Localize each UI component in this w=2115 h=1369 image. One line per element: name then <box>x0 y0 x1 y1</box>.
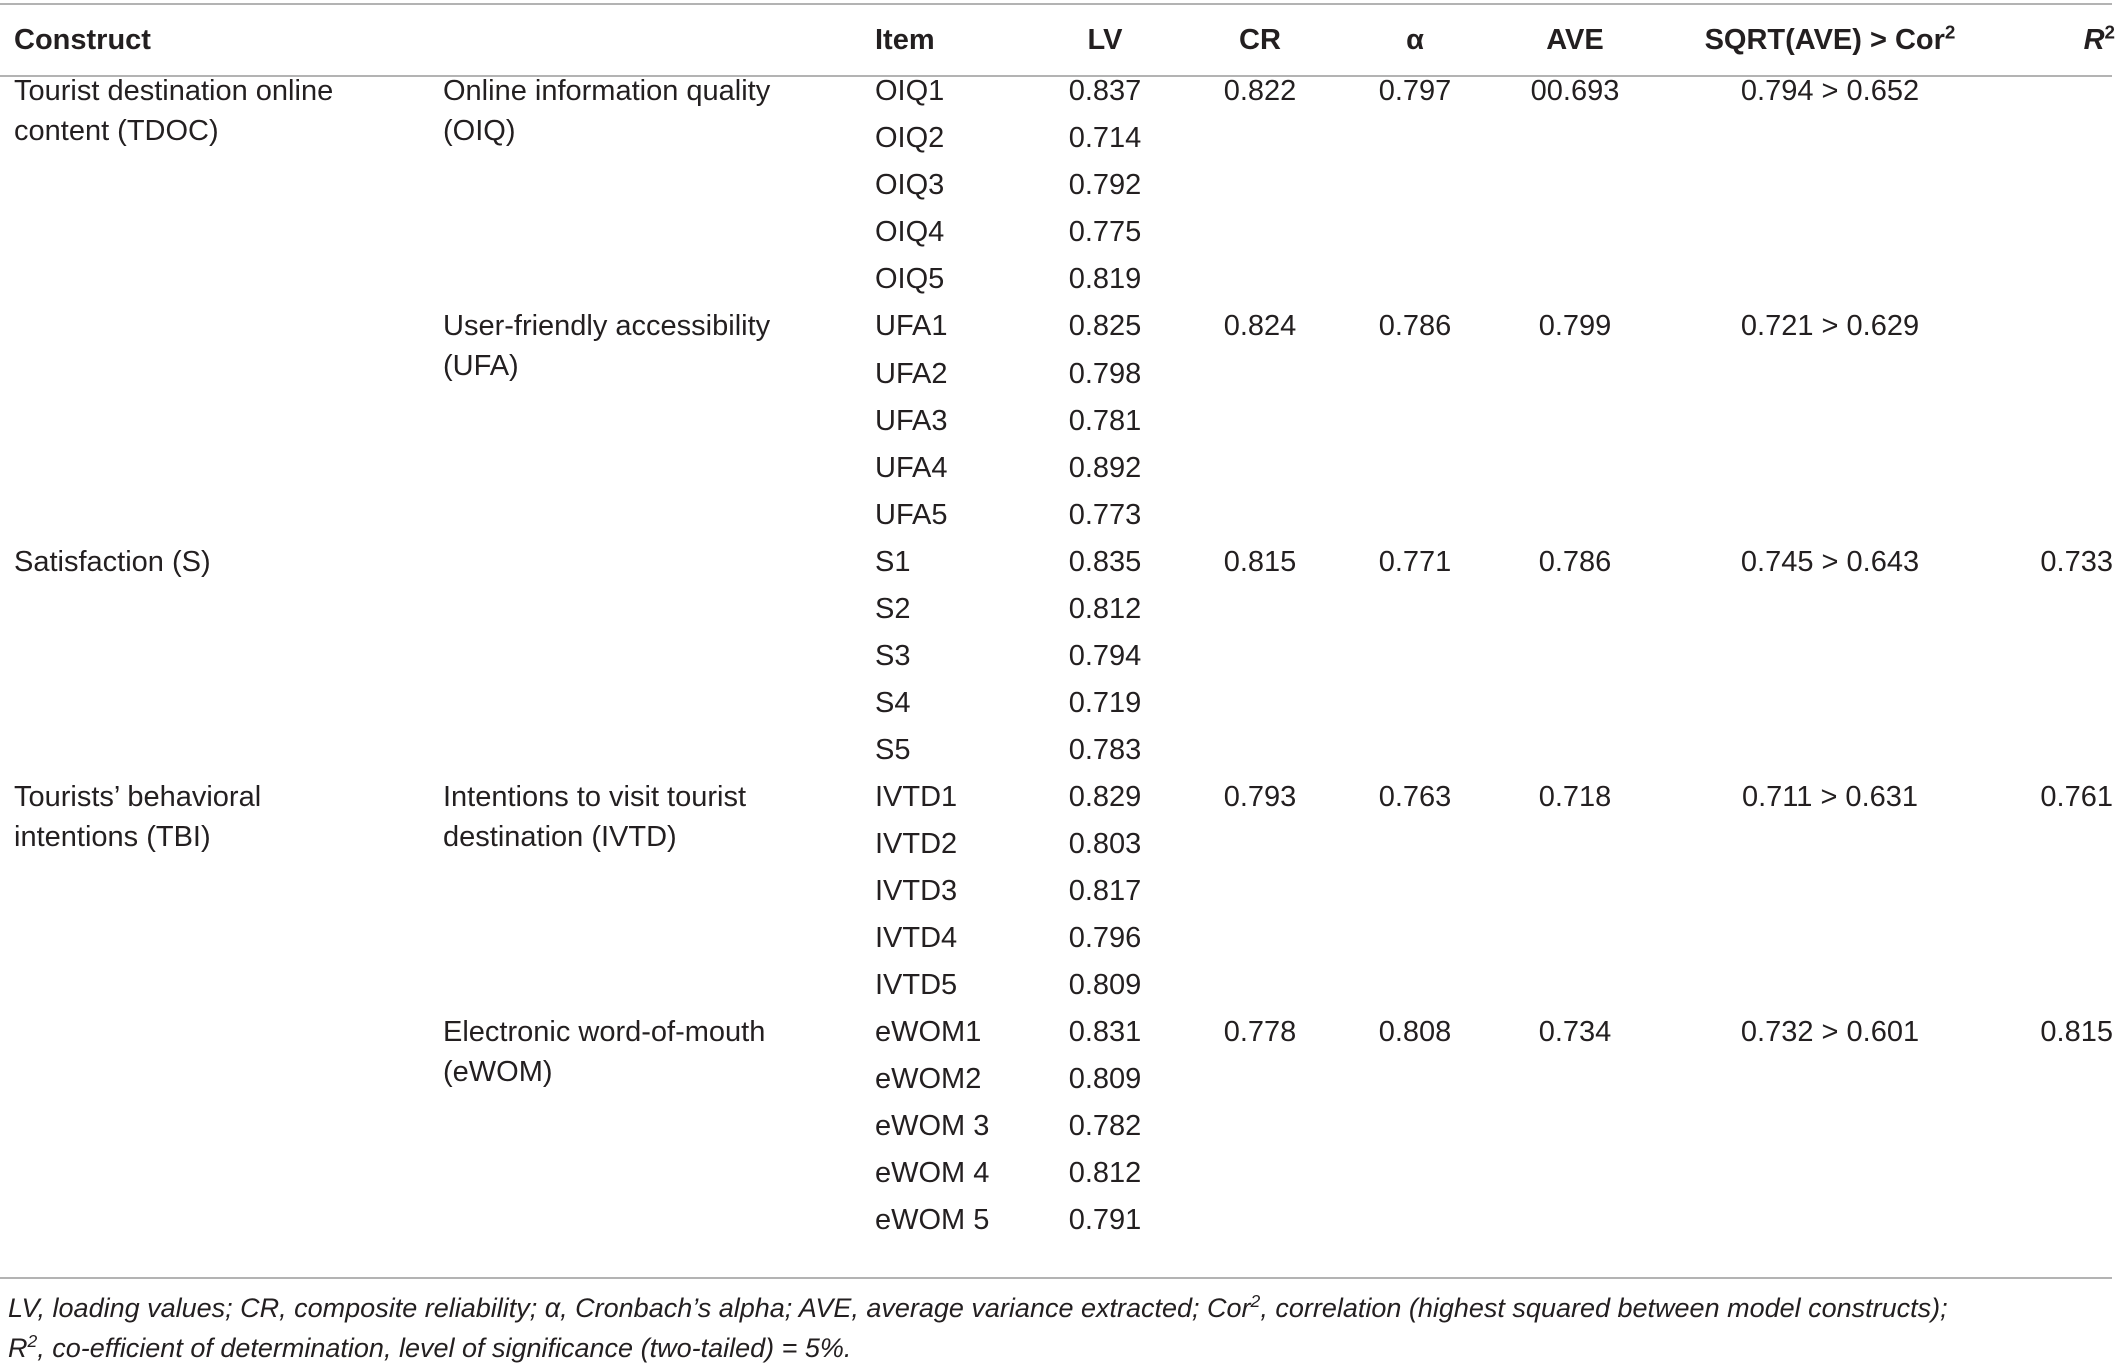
header-ave: AVE <box>1546 24 1604 56</box>
header-construct: Construct <box>14 24 151 56</box>
item-code: IVTD3 <box>875 875 958 907</box>
table-bottom-rule <box>0 1277 2112 1279</box>
r-squared-value: 0.815 <box>2040 1016 2113 1048</box>
sqrt-ave-comparison: 0.711 > 0.631 <box>1741 781 1919 813</box>
loading-value: 0.812 <box>1068 593 1142 625</box>
item-code: UFA5 <box>875 499 948 531</box>
item-code: OIQ2 <box>875 122 945 154</box>
item-code: S1 <box>875 546 911 578</box>
composite-reliability: 0.793 <box>1223 781 1297 813</box>
composite-reliability: 0.815 <box>1223 546 1297 578</box>
average-variance-extracted: 0.786 <box>1538 546 1612 578</box>
sqrt-ave-comparison: 0.745 > 0.643 <box>1740 546 1920 578</box>
r-squared-value: 0.733 <box>2040 546 2113 578</box>
header-r-squared: $R^2$ <box>2083 21 2115 56</box>
loading-value: 0.773 <box>1068 499 1142 531</box>
average-variance-extracted: 0.799 <box>1538 310 1612 342</box>
sub-construct-line: destination (IVTD) <box>443 821 677 853</box>
loading-value: 0.809 <box>1068 969 1142 1001</box>
cronbach-alpha: 0.797 <box>1378 75 1452 107</box>
loading-value: 0.714 <box>1068 122 1142 154</box>
cronbach-alpha: 0.808 <box>1378 1016 1452 1048</box>
item-code: S5 <box>875 734 911 766</box>
loading-value: 0.817 <box>1068 875 1142 907</box>
construct-line: Satisfaction (S) <box>14 546 211 578</box>
loading-value: 0.835 <box>1068 546 1142 578</box>
sub-construct-name <box>443 306 770 386</box>
sqrt-ave-comparison: 0.732 > 0.601 <box>1740 1016 1920 1048</box>
item-code: OIQ4 <box>875 216 945 248</box>
construct-name <box>14 777 261 857</box>
loading-value: 0.782 <box>1068 1110 1142 1142</box>
item-code: S4 <box>875 687 911 719</box>
sub-construct-line: Intentions to visit tourist <box>443 781 747 813</box>
cronbach-alpha: 0.763 <box>1378 781 1452 813</box>
loading-value: 0.819 <box>1068 263 1142 295</box>
average-variance-extracted: 0.734 <box>1538 1016 1612 1048</box>
item-code: IVTD1 <box>875 781 958 813</box>
construct-line: Tourists’ behavioral <box>14 781 262 813</box>
construct-name <box>14 71 333 151</box>
loading-value: 0.825 <box>1068 310 1142 342</box>
loading-value: 0.837 <box>1068 75 1142 107</box>
sub-construct-line: (OIQ) <box>443 115 516 147</box>
cronbach-alpha: 0.771 <box>1378 546 1452 578</box>
item-code: OIQ1 <box>875 75 945 107</box>
cronbach-alpha: 0.786 <box>1378 310 1452 342</box>
item-code: UFA2 <box>875 358 948 390</box>
item-code: IVTD5 <box>875 969 958 1001</box>
header-cr: CR <box>1239 24 1281 56</box>
loading-value: 0.792 <box>1068 169 1142 201</box>
sub-construct-line: Online information quality <box>443 75 771 107</box>
item-code: OIQ5 <box>875 263 945 295</box>
loading-value: 0.781 <box>1068 405 1142 437</box>
item-code: IVTD4 <box>875 922 958 954</box>
header-alpha: α <box>1406 24 1424 56</box>
sub-construct-name <box>443 1012 765 1092</box>
item-code: eWOM 5 <box>875 1204 990 1236</box>
table-top-rule <box>0 3 2112 5</box>
loading-value: 0.812 <box>1068 1157 1142 1189</box>
sqrt-ave-comparison: 0.721 > 0.629 <box>1740 310 1920 342</box>
item-code: S3 <box>875 640 911 672</box>
item-code: eWOM 3 <box>875 1110 990 1142</box>
average-variance-extracted: 0.718 <box>1538 781 1612 813</box>
construct-name <box>14 542 211 582</box>
loading-value: 0.791 <box>1068 1204 1142 1236</box>
loading-value: 0.809 <box>1068 1063 1142 1095</box>
sub-construct-line: (UFA) <box>443 350 519 382</box>
item-code: UFA1 <box>875 310 948 342</box>
composite-reliability: 0.824 <box>1223 310 1297 342</box>
item-code: UFA3 <box>875 405 948 437</box>
sub-construct-line: (eWOM) <box>443 1056 553 1088</box>
item-code: S2 <box>875 593 911 625</box>
item-code: eWOM2 <box>875 1063 982 1095</box>
construct-line: Tourist destination online <box>14 75 334 107</box>
loading-value: 0.892 <box>1068 452 1142 484</box>
loading-value: 0.719 <box>1068 687 1142 719</box>
sub-construct-line: User-friendly accessibility <box>443 310 771 342</box>
header-item: Item <box>875 24 935 56</box>
item-code: UFA4 <box>875 452 948 484</box>
loading-value: 0.796 <box>1068 922 1142 954</box>
loading-value: 0.798 <box>1068 358 1142 390</box>
table-footnote: LV, loading values; CR, composite reliability; α, Cronbach’s alpha; AVE, average variance extracted; Cor$^2$, correlation (highest squared between model constructs); $R^2$, co-efficient of determination, level of significance (two-tailed) = 5%. <box>8 1291 1948 1363</box>
sub-construct-name <box>443 71 770 151</box>
item-code: OIQ3 <box>875 169 945 201</box>
sqrt-ave-comparison: 0.794 > 0.652 <box>1740 75 1920 107</box>
item-code: IVTD2 <box>875 828 958 860</box>
sub-construct-name <box>443 777 746 857</box>
item-code: eWOM 4 <box>875 1157 990 1189</box>
average-variance-extracted: 00.693 <box>1530 75 1620 107</box>
item-code: eWOM1 <box>875 1016 982 1048</box>
composite-reliability: 0.822 <box>1223 75 1297 107</box>
loading-value: 0.829 <box>1068 781 1142 813</box>
header-sqrt-ave: SQRT(AVE) > Cor$^2$ <box>1704 21 1956 56</box>
loading-value: 0.794 <box>1068 640 1142 672</box>
loading-value: 0.831 <box>1068 1016 1142 1048</box>
loading-value: 0.803 <box>1068 828 1142 860</box>
construct-line: content (TDOC) <box>14 115 219 147</box>
composite-reliability: 0.778 <box>1223 1016 1297 1048</box>
construct-line: intentions (TBI) <box>14 821 211 853</box>
sub-construct-line: Electronic word-of-mouth <box>443 1016 766 1048</box>
r-squared-value: 0.761 <box>2040 781 2113 813</box>
header-lv: LV <box>1087 24 1123 56</box>
loading-value: 0.775 <box>1068 216 1142 248</box>
loading-value: 0.783 <box>1068 734 1142 766</box>
